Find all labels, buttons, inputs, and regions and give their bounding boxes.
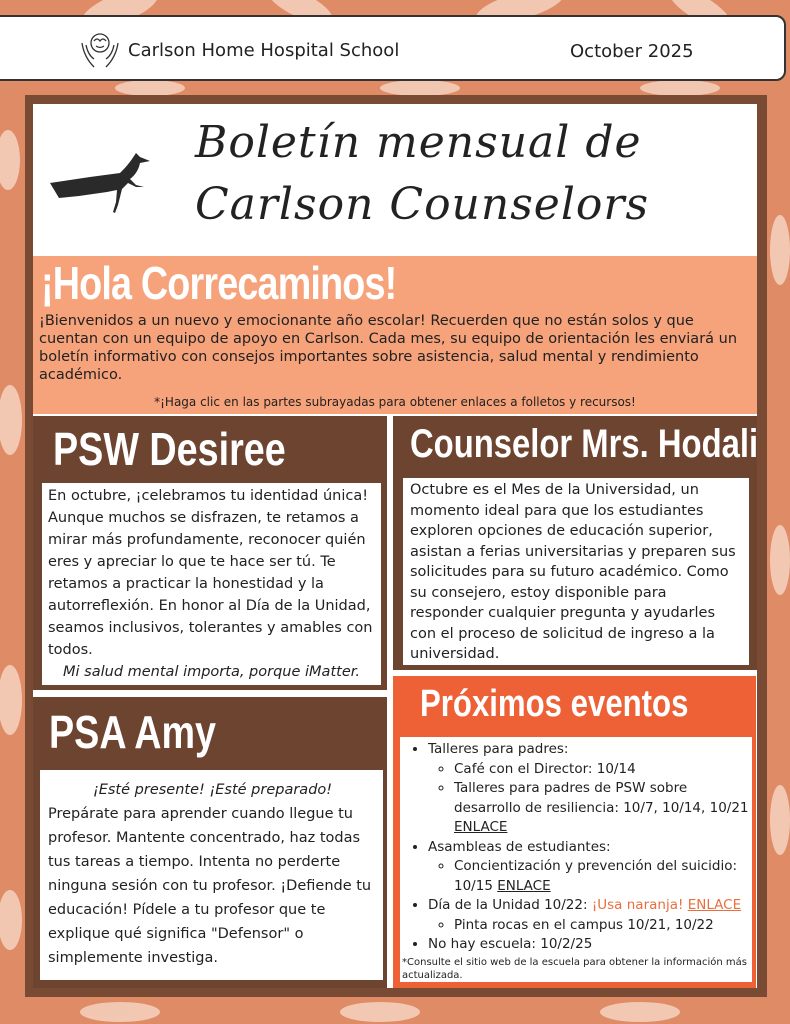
- psw-text-box: [39, 480, 384, 688]
- event-label: Café con el Director: 10/14: [454, 760, 636, 777]
- psw-tagline: Mi salud mental importa, porque iMatter.: [63, 664, 360, 680]
- event-label: Talleres para padres:: [428, 741, 569, 757]
- counselor-text-box: [400, 475, 752, 668]
- event-label: Día de la Unidad 10/22:: [428, 897, 588, 913]
- wear-orange-text: ¡Usa naranja!: [591, 897, 684, 913]
- psa-tagline: ¡Esté presente! ¡Esté preparado!: [92, 782, 333, 798]
- workshop-link[interactable]: ENLACE: [454, 819, 508, 835]
- counselor-body: Octubre es el Mes de la Universidad, un momento ideal para que los estudiantes exploren opciones de educación superior, asistan a ferias universitarias y preparen sus solicitudes para su futuro académico. Como su consejero, estoy disponible para responder cualquier pregunta y ayudarles con el proceso de solicitud de ingreso a la universidad.: [410, 482, 736, 662]
- intro-heading: ¡Hola Correcaminos!: [41, 257, 397, 309]
- psw-body: En octubre, ¡celebramos tu identidad única! Aunque muchos se disfrazen, te retamos a mirar más profundamente, reconocer quién eres y apreciar lo que te hace ser tú. Te retamos a practicar la honestidad y la autorreflexión. En honor al Día de la Unidad, seamos inclusivos, tolerantes y amables con todos.: [48, 488, 373, 658]
- issue-date: October 2025: [570, 41, 694, 62]
- psa-body: Prepárate para aprender cuando llegue tu profesor. Mantente concentrado, haz todas tus tareas a tiempo. Intenta no perderte ninguna sesión con tu profesor. ¡Defiende tu educación! Pídele a tu profesor que te explique qué significa "Defensor" o simplemente investiga.: [48, 806, 372, 966]
- events-list-box: [400, 737, 752, 982]
- event-subitem: [454, 916, 752, 936]
- roadrunner-icon: [48, 145, 173, 220]
- event-item: [428, 935, 752, 955]
- event-item: [428, 740, 752, 838]
- events-note: *Consulte el sitio web de la escuela para obtener la información más actualizada.: [402, 956, 748, 981]
- event-label: Talleres para padres de PSW sobre desarrollo de resiliencia: 10/7, 10/14, 10/21: [454, 780, 749, 816]
- events-heading: Próximos eventos: [420, 683, 689, 725]
- intro-note: *¡Haga clic en las partes subrayadas para obtener enlaces a folletos y recursos!: [154, 395, 636, 409]
- event-subitem: [454, 779, 752, 838]
- event-label: Concientización y prevención del suicidio: 10/15: [454, 858, 738, 894]
- event-subitem: [454, 857, 752, 896]
- intro-body: ¡Bienvenidos a un nuevo y emocionante año escolar! Recuerden que no están solos y que cuentan con un equipo de apoyo en Carlson. Cada mes, su equipo de orientación les enviará un boletín informativo con consejos importantes sobre asistencia, salud mental y rendimiento académico.: [39, 313, 738, 383]
- event-label: Pinta rocas en el campus 10/21, 10/22: [454, 916, 714, 933]
- suicide-prevention-link[interactable]: ENLACE: [497, 877, 551, 894]
- intro-section: [33, 256, 757, 414]
- psa-heading: PSA Amy: [49, 706, 216, 758]
- title-line-1: Boletín mensual de: [195, 117, 642, 168]
- psw-heading: PSW Desiree: [53, 423, 286, 475]
- psa-text-box: [37, 767, 386, 983]
- title-line-2: Carlson Counselors: [195, 179, 650, 230]
- event-item: [428, 896, 752, 935]
- hands-brain-logo-icon: [78, 31, 122, 69]
- counselor-heading: Counselor Mrs. Hodali: [410, 422, 759, 466]
- newsletter-title: [195, 112, 649, 236]
- header-bar: [0, 15, 786, 81]
- school-name: Carlson Home Hospital School: [128, 40, 400, 61]
- event-label: No hay escuela: 10/2/25: [428, 936, 593, 952]
- event-label: Asambleas de estudiantes:: [428, 838, 611, 855]
- unity-day-link[interactable]: ENLACE: [687, 897, 742, 913]
- event-subitem: [454, 760, 752, 780]
- event-item: [428, 838, 752, 897]
